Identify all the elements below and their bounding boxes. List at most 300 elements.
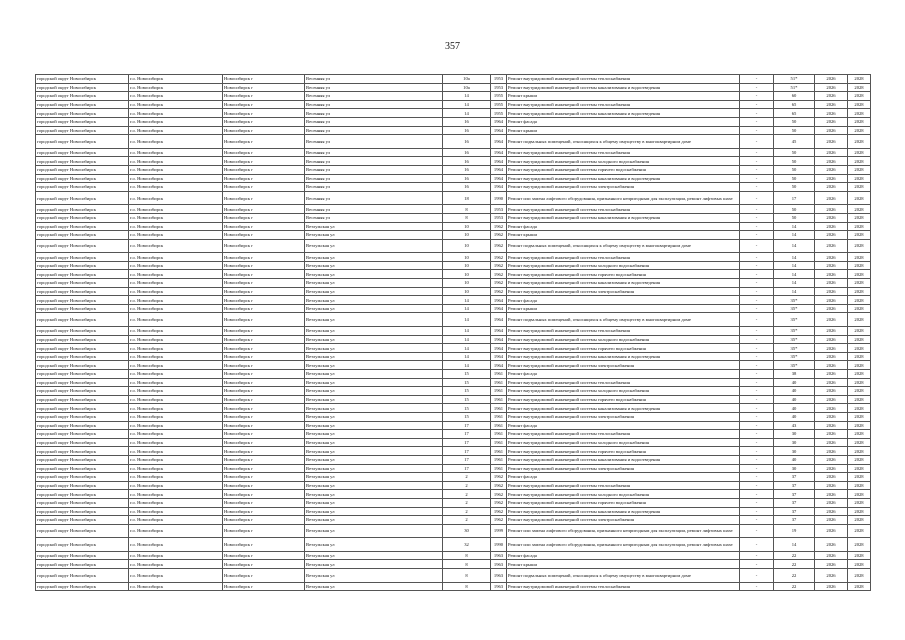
build-year-cell: 1964 — [491, 335, 507, 344]
end-year-cell: 2028 — [848, 490, 871, 499]
value-cell: 65 — [774, 109, 815, 118]
table-row — [36, 165, 871, 174]
district-cell: г.о. Новосибирск — [129, 183, 223, 192]
dash-cell: - — [740, 387, 774, 396]
value-cell: 37 — [774, 507, 815, 516]
municipality-cell: городской округ Новосибирск — [36, 100, 129, 109]
city-cell: Новосибирск г — [223, 117, 305, 126]
table-row — [36, 516, 871, 525]
build-year-cell: 1964 — [491, 327, 507, 336]
city-cell: Новосибирск г — [223, 165, 305, 174]
table-row — [36, 304, 871, 313]
street-cell: Ветлужская ул — [305, 361, 443, 370]
build-year-cell: 1962 — [491, 261, 507, 270]
city-cell: Новосибирск г — [223, 174, 305, 183]
district-cell: г.о. Новосибирск — [129, 327, 223, 336]
end-year-cell: 2028 — [848, 344, 871, 353]
district-cell: г.о. Новосибирск — [129, 174, 223, 183]
table-row — [36, 253, 871, 262]
municipality-cell: городской округ Новосибирск — [36, 538, 129, 552]
start-year-cell: 2026 — [815, 551, 848, 560]
city-cell: Новосибирск г — [223, 551, 305, 560]
house-number-cell: 8 — [443, 205, 491, 214]
municipality-cell: городской округ Новосибирск — [36, 464, 129, 473]
street-cell: Ветлужская ул — [305, 270, 443, 279]
value-cell: 51* — [774, 83, 815, 92]
house-number-cell: 2 — [443, 507, 491, 516]
build-year-cell: 1962 — [491, 287, 507, 296]
dash-cell: - — [740, 157, 774, 166]
work-type-cell: Ремонт фасада — [507, 370, 740, 379]
district-cell: г.о. Новосибирск — [129, 135, 223, 149]
street-cell: Ветлужская ул — [305, 438, 443, 447]
build-year-cell: 1963 — [491, 560, 507, 569]
start-year-cell: 2026 — [815, 387, 848, 396]
value-cell: 35* — [774, 304, 815, 313]
district-cell: г.о. Новосибирск — [129, 524, 223, 538]
start-year-cell: 2026 — [815, 148, 848, 157]
district-cell: г.о. Новосибирск — [129, 455, 223, 464]
value-cell: 14 — [774, 270, 815, 279]
work-type-cell: Ремонт фасада — [507, 117, 740, 126]
district-cell: г.о. Новосибирск — [129, 92, 223, 101]
value-cell: 45 — [774, 135, 815, 149]
build-year-cell: 1961 — [491, 438, 507, 447]
start-year-cell: 2026 — [815, 279, 848, 288]
build-year-cell: 1955 — [491, 100, 507, 109]
street-cell: Ветлужская ул — [305, 421, 443, 430]
start-year-cell: 2026 — [815, 370, 848, 379]
dash-cell: - — [740, 473, 774, 482]
table-row — [36, 404, 871, 413]
city-cell: Новосибирск г — [223, 361, 305, 370]
district-cell: г.о. Новосибирск — [129, 344, 223, 353]
city-cell: Новосибирск г — [223, 157, 305, 166]
work-type-cell: Ремонт внутридомовой инженерной системы горячего водоснабжения — [507, 344, 740, 353]
municipality-cell: городской округ Новосибирск — [36, 344, 129, 353]
value-cell: 14 — [774, 253, 815, 262]
build-year-cell: 1964 — [491, 296, 507, 305]
municipality-cell: городской округ Новосибирск — [36, 430, 129, 439]
street-cell: Ветлужская ул — [305, 569, 443, 583]
municipality-cell: городской округ Новосибирск — [36, 438, 129, 447]
start-year-cell: 2026 — [815, 253, 848, 262]
street-cell: Ветлужская ул — [305, 378, 443, 387]
street-cell: Ветлужская ул — [305, 352, 443, 361]
work-type-cell: Ремонт внутридомовой инженерной системы холодного водоснабжения — [507, 157, 740, 166]
table-row — [36, 109, 871, 118]
municipality-cell: городской округ Новосибирск — [36, 135, 129, 149]
municipality-cell: городской округ Новосибирск — [36, 313, 129, 327]
end-year-cell: 2028 — [848, 191, 871, 205]
dash-cell: - — [740, 135, 774, 149]
dash-cell: - — [740, 83, 774, 92]
table-row — [36, 352, 871, 361]
work-type-cell: Ремонт внутридомовой инженерной системы холодного водоснабжения — [507, 438, 740, 447]
municipality-cell: городской округ Новосибирск — [36, 279, 129, 288]
build-year-cell: 1962 — [491, 498, 507, 507]
start-year-cell: 2026 — [815, 304, 848, 313]
start-year-cell: 2026 — [815, 455, 848, 464]
municipality-cell: городской округ Новосибирск — [36, 92, 129, 101]
street-cell: Ветлужская ул — [305, 304, 443, 313]
value-cell: 14 — [774, 239, 815, 253]
value-cell: 22 — [774, 560, 815, 569]
value-cell: 37 — [774, 516, 815, 525]
house-number-cell: 14 — [443, 344, 491, 353]
start-year-cell: 2026 — [815, 490, 848, 499]
table-row — [36, 498, 871, 507]
work-type-cell: Ремонт внутридомовой инженерной системы холодного водоснабжения — [507, 387, 740, 396]
table-row — [36, 538, 871, 552]
dash-cell: - — [740, 560, 774, 569]
house-number-cell: 30 — [443, 524, 491, 538]
work-type-cell: Ремонт внутридомовой инженерной системы теплоснабжения — [507, 481, 740, 490]
table-row — [36, 395, 871, 404]
value-cell: 51* — [774, 75, 815, 84]
end-year-cell: 2028 — [848, 551, 871, 560]
table-row — [36, 560, 871, 569]
city-cell: Новосибирск г — [223, 524, 305, 538]
dash-cell: - — [740, 412, 774, 421]
municipality-cell: городской округ Новосибирск — [36, 421, 129, 430]
value-cell: 35* — [774, 335, 815, 344]
house-number-cell: 14 — [443, 335, 491, 344]
street-cell: Ветлужская ул — [305, 560, 443, 569]
street-cell: Ветлужская ул — [305, 430, 443, 439]
house-number-cell: 2 — [443, 473, 491, 482]
city-cell: Новосибирск г — [223, 279, 305, 288]
house-number-cell: 2 — [443, 490, 491, 499]
build-year-cell: 1953 — [491, 205, 507, 214]
house-number-cell: 15 — [443, 395, 491, 404]
city-cell: Новосибирск г — [223, 464, 305, 473]
city-cell: Новосибирск г — [223, 222, 305, 231]
table-row — [36, 183, 871, 192]
municipality-cell: городской округ Новосибирск — [36, 157, 129, 166]
district-cell: г.о. Новосибирск — [129, 222, 223, 231]
build-year-cell: 1961 — [491, 412, 507, 421]
district-cell: г.о. Новосибирск — [129, 560, 223, 569]
street-cell: Весенняя ул — [305, 135, 443, 149]
build-year-cell: 1964 — [491, 361, 507, 370]
district-cell: г.о. Новосибирск — [129, 253, 223, 262]
start-year-cell: 2026 — [815, 464, 848, 473]
municipality-cell: городской округ Новосибирск — [36, 191, 129, 205]
house-number-cell: 8 — [443, 551, 491, 560]
city-cell: Новосибирск г — [223, 313, 305, 327]
city-cell: Новосибирск г — [223, 239, 305, 253]
municipality-cell: городской округ Новосибирск — [36, 551, 129, 560]
street-cell: Ветлужская ул — [305, 296, 443, 305]
work-type-cell: Ремонт внутридомовой инженерной системы канализования и водоотведения — [507, 109, 740, 118]
dash-cell: - — [740, 191, 774, 205]
district-cell: г.о. Новосибирск — [129, 352, 223, 361]
municipality-cell: городской округ Новосибирск — [36, 387, 129, 396]
street-cell: Ветлужская ул — [305, 395, 443, 404]
house-number-cell: 10 — [443, 287, 491, 296]
dash-cell: - — [740, 165, 774, 174]
end-year-cell: 2028 — [848, 109, 871, 118]
start-year-cell: 2026 — [815, 473, 848, 482]
table-row — [36, 313, 871, 327]
end-year-cell: 2028 — [848, 157, 871, 166]
city-cell: Новосибирск г — [223, 582, 305, 591]
table-row — [36, 361, 871, 370]
start-year-cell: 2026 — [815, 395, 848, 404]
city-cell: Новосибирск г — [223, 304, 305, 313]
district-cell: г.о. Новосибирск — [129, 296, 223, 305]
end-year-cell: 2028 — [848, 135, 871, 149]
end-year-cell: 2028 — [848, 395, 871, 404]
start-year-cell: 2026 — [815, 213, 848, 222]
city-cell: Новосибирск г — [223, 490, 305, 499]
municipality-cell: городской округ Новосибирск — [36, 213, 129, 222]
start-year-cell: 2026 — [815, 261, 848, 270]
street-cell: Весенняя ул — [305, 157, 443, 166]
house-number-cell: 32 — [443, 538, 491, 552]
street-cell: Весенняя ул — [305, 191, 443, 205]
district-cell: г.о. Новосибирск — [129, 430, 223, 439]
work-type-cell: Ремонт фасада — [507, 222, 740, 231]
street-cell: Ветлужская ул — [305, 313, 443, 327]
end-year-cell: 2028 — [848, 183, 871, 192]
work-type-cell: Ремонт фасада — [507, 473, 740, 482]
street-cell: Ветлужская ул — [305, 498, 443, 507]
city-cell: Новосибирск г — [223, 92, 305, 101]
build-year-cell: 1953 — [491, 83, 507, 92]
start-year-cell: 2026 — [815, 327, 848, 336]
build-year-cell: 1962 — [491, 270, 507, 279]
municipality-cell: городской округ Новосибирск — [36, 304, 129, 313]
end-year-cell: 2028 — [848, 313, 871, 327]
end-year-cell: 2028 — [848, 213, 871, 222]
end-year-cell: 2028 — [848, 231, 871, 240]
end-year-cell: 2028 — [848, 569, 871, 583]
house-number-cell: 2 — [443, 498, 491, 507]
dash-cell: - — [740, 205, 774, 214]
build-year-cell: 1961 — [491, 370, 507, 379]
start-year-cell: 2026 — [815, 157, 848, 166]
table-row — [36, 455, 871, 464]
table-row — [36, 279, 871, 288]
value-cell: 35* — [774, 344, 815, 353]
district-cell: г.о. Новосибирск — [129, 412, 223, 421]
house-number-cell: 15 — [443, 412, 491, 421]
table-row — [36, 148, 871, 157]
dash-cell: - — [740, 344, 774, 353]
start-year-cell: 2026 — [815, 165, 848, 174]
start-year-cell: 2026 — [815, 174, 848, 183]
end-year-cell: 2028 — [848, 524, 871, 538]
value-cell: 17 — [774, 191, 815, 205]
district-cell: г.о. Новосибирск — [129, 498, 223, 507]
house-number-cell: 18 — [443, 191, 491, 205]
district-cell: г.о. Новосибирск — [129, 481, 223, 490]
house-number-cell: 15 — [443, 404, 491, 413]
dash-cell: - — [740, 126, 774, 135]
city-cell: Новосибирск г — [223, 430, 305, 439]
start-year-cell: 2026 — [815, 191, 848, 205]
value-cell: 22 — [774, 569, 815, 583]
house-number-cell: 16 — [443, 157, 491, 166]
value-cell: 35* — [774, 352, 815, 361]
build-year-cell: 1962 — [491, 239, 507, 253]
start-year-cell: 2026 — [815, 481, 848, 490]
value-cell: 50 — [774, 213, 815, 222]
work-type-cell: Ремонт внутридомовой инженерной системы холодного водоснабжения — [507, 261, 740, 270]
district-cell: г.о. Новосибирск — [129, 165, 223, 174]
build-year-cell: 1962 — [491, 231, 507, 240]
house-number-cell: 16 — [443, 174, 491, 183]
house-number-cell: 8 — [443, 213, 491, 222]
value-cell: 14 — [774, 279, 815, 288]
build-year-cell: 1961 — [491, 395, 507, 404]
end-year-cell: 2028 — [848, 538, 871, 552]
house-number-cell: 14 — [443, 313, 491, 327]
district-cell: г.о. Новосибирск — [129, 378, 223, 387]
house-number-cell: 16 — [443, 126, 491, 135]
build-year-cell: 1961 — [491, 421, 507, 430]
start-year-cell: 2026 — [815, 205, 848, 214]
table-row — [36, 261, 871, 270]
district-cell: г.о. Новосибирск — [129, 261, 223, 270]
city-cell: Новосибирск г — [223, 560, 305, 569]
house-number-cell: 14 — [443, 296, 491, 305]
municipality-cell: городской округ Новосибирск — [36, 253, 129, 262]
end-year-cell: 2028 — [848, 148, 871, 157]
start-year-cell: 2026 — [815, 524, 848, 538]
work-type-cell: Ремонт внутридомовой инженерной системы холодного водоснабжения — [507, 490, 740, 499]
street-cell: Ветлужская ул — [305, 261, 443, 270]
table-row — [36, 473, 871, 482]
street-cell: Ветлужская ул — [305, 455, 443, 464]
city-cell: Новосибирск г — [223, 100, 305, 109]
municipality-cell: городской округ Новосибирск — [36, 148, 129, 157]
work-type-cell: Ремонт крыши — [507, 304, 740, 313]
start-year-cell: 2026 — [815, 560, 848, 569]
work-type-cell: Ремонт внутридомовой инженерной системы канализования и водоотведения — [507, 455, 740, 464]
start-year-cell: 2026 — [815, 498, 848, 507]
city-cell: Новосибирск г — [223, 126, 305, 135]
build-year-cell: 1964 — [491, 183, 507, 192]
street-cell: Весенняя ул — [305, 109, 443, 118]
end-year-cell: 2028 — [848, 75, 871, 84]
house-number-cell: 8 — [443, 582, 491, 591]
house-number-cell: 15 — [443, 378, 491, 387]
street-cell: Весенняя ул — [305, 117, 443, 126]
start-year-cell: 2026 — [815, 538, 848, 552]
start-year-cell: 2026 — [815, 183, 848, 192]
street-cell: Ветлужская ул — [305, 481, 443, 490]
work-type-cell: Ремонт крыши — [507, 231, 740, 240]
city-cell: Новосибирск г — [223, 498, 305, 507]
street-cell: Ветлужская ул — [305, 490, 443, 499]
end-year-cell: 2028 — [848, 412, 871, 421]
district-cell: г.о. Новосибирск — [129, 213, 223, 222]
start-year-cell: 2026 — [815, 404, 848, 413]
street-cell: Ветлужская ул — [305, 231, 443, 240]
start-year-cell: 2026 — [815, 447, 848, 456]
end-year-cell: 2028 — [848, 361, 871, 370]
house-number-cell: 17 — [443, 430, 491, 439]
end-year-cell: 2028 — [848, 270, 871, 279]
table-row — [36, 239, 871, 253]
city-cell: Новосибирск г — [223, 205, 305, 214]
build-year-cell: 1962 — [491, 507, 507, 516]
value-cell: 50 — [774, 183, 815, 192]
build-year-cell: 1964 — [491, 304, 507, 313]
city-cell: Новосибирск г — [223, 404, 305, 413]
city-cell: Новосибирск г — [223, 387, 305, 396]
work-type-cell: Ремонт внутридомовой инженерной системы канализования и водоотведения — [507, 174, 740, 183]
dash-cell: - — [740, 582, 774, 591]
value-cell: 50 — [774, 174, 815, 183]
table-row — [36, 126, 871, 135]
start-year-cell: 2026 — [815, 361, 848, 370]
district-cell: г.о. Новосибирск — [129, 370, 223, 379]
start-year-cell: 2026 — [815, 239, 848, 253]
house-number-cell: 10а — [443, 83, 491, 92]
build-year-cell: 1964 — [491, 352, 507, 361]
start-year-cell: 2026 — [815, 270, 848, 279]
value-cell: 40 — [774, 387, 815, 396]
street-cell: Ветлужская ул — [305, 551, 443, 560]
end-year-cell: 2028 — [848, 464, 871, 473]
municipality-cell: городской округ Новосибирск — [36, 352, 129, 361]
district-cell: г.о. Новосибирск — [129, 279, 223, 288]
value-cell: 14 — [774, 261, 815, 270]
municipality-cell: городской округ Новосибирск — [36, 335, 129, 344]
build-year-cell: 1962 — [491, 253, 507, 262]
street-cell: Ветлужская ул — [305, 344, 443, 353]
value-cell: 40 — [774, 378, 815, 387]
dash-cell: - — [740, 335, 774, 344]
value-cell: 30 — [774, 438, 815, 447]
house-number-cell: 16 — [443, 117, 491, 126]
district-cell: г.о. Новосибирск — [129, 100, 223, 109]
table-row — [36, 490, 871, 499]
dash-cell: - — [740, 313, 774, 327]
start-year-cell: 2026 — [815, 412, 848, 421]
value-cell: 35* — [774, 313, 815, 327]
municipality-cell: городской округ Новосибирск — [36, 516, 129, 525]
district-cell: г.о. Новосибирск — [129, 109, 223, 118]
end-year-cell: 2028 — [848, 404, 871, 413]
district-cell: г.о. Новосибирск — [129, 270, 223, 279]
build-year-cell: 1964 — [491, 117, 507, 126]
district-cell: г.о. Новосибирск — [129, 438, 223, 447]
municipality-cell: городской округ Новосибирск — [36, 174, 129, 183]
end-year-cell: 2028 — [848, 327, 871, 336]
build-year-cell: 1964 — [491, 148, 507, 157]
district-cell: г.о. Новосибирск — [129, 395, 223, 404]
district-cell: г.о. Новосибирск — [129, 569, 223, 583]
work-type-cell: Ремонт крыши — [507, 126, 740, 135]
value-cell: 35* — [774, 296, 815, 305]
municipality-cell: городской округ Новосибирск — [36, 287, 129, 296]
house-number-cell: 8 — [443, 560, 491, 569]
dash-cell: - — [740, 524, 774, 538]
end-year-cell: 2028 — [848, 165, 871, 174]
end-year-cell: 2028 — [848, 83, 871, 92]
table-row — [36, 447, 871, 456]
municipality-cell: городской округ Новосибирск — [36, 490, 129, 499]
district-cell: г.о. Новосибирск — [129, 473, 223, 482]
work-type-cell: Ремонт внутридомовой инженерной системы теплоснабжения — [507, 327, 740, 336]
municipality-cell: городской округ Новосибирск — [36, 404, 129, 413]
work-type-cell: Ремонт внутридомовой инженерной системы канализования и водоотведения — [507, 352, 740, 361]
